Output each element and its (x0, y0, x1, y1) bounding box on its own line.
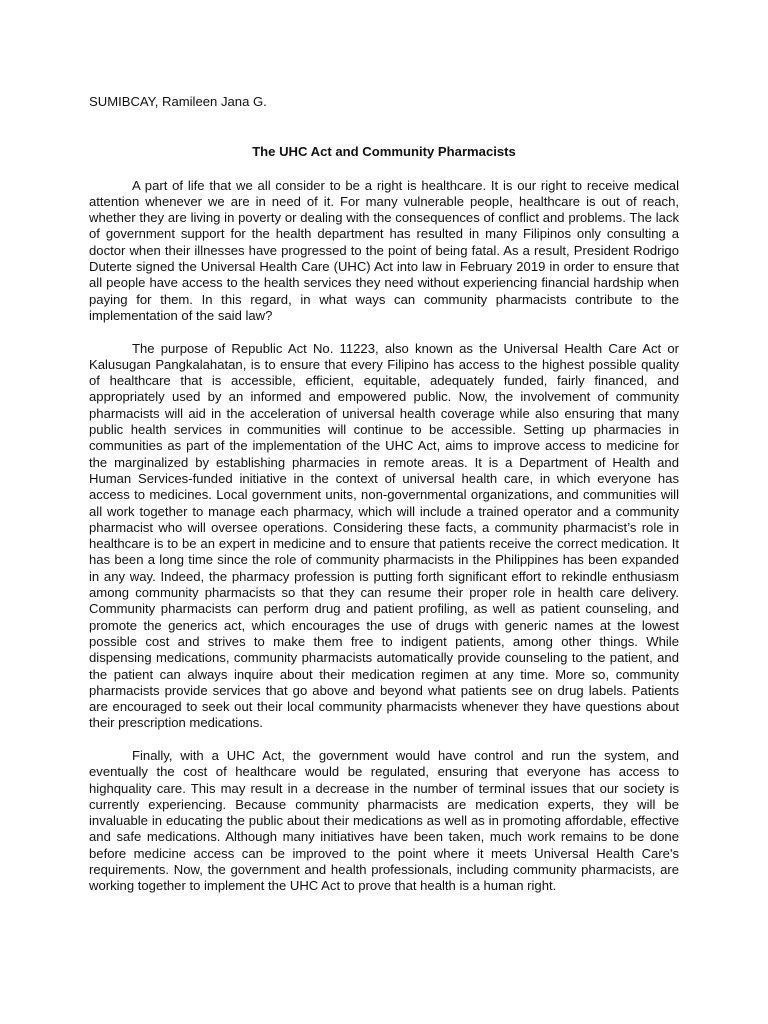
paragraph-3: Finally, with a UHC Act, the government would have control and run the system, and eventually the cost of healthcare would be regulated, ensuring that everyone has access to highquality care. This may result in a decrease in the number of terminal issues that our society is currently experiencing. Because community pharmacists are medication experts, they will be invaluable in educating the public about their medications as well as in promoting affordable, effective and safe medications. Although many initiatives have been taken, much work remains to be done before medicine access can be improved to the point where it meets Universal Health Care's requirements. Now, the government and health professionals, including community pharmacists, are working together to implement the UHC Act to prove that health is a human right. (89, 747, 679, 894)
author-name: SUMIBCAY, Ramileen Jana G. (89, 94, 267, 109)
paragraph-1: A part of life that we all consider to be a right is healthcare. It is our right to receive medical attention whenever we are in need of it. For many vulnerable people, healthcare is out of reach, whether they are living in poverty or dealing with the consequences of conflict and problems. The lack of government support for the health department has resulted in many Filipinos only consulting a doctor when their illnesses have progressed to the point of being fatal. As a result, President Rodrigo Duterte signed the Universal Health Care (UHC) Act into law in February 2019 in order to ensure that all people have access to the health services they need without experiencing financial hardship when paying for them. In this regard, in what ways can community pharmacists contribute to the implementation of the said law? (89, 177, 679, 323)
document-title: The UHC Act and Community Pharmacists (252, 144, 516, 160)
paragraph-2: The purpose of Republic Act No. 11223, also known as the Universal Health Care Act or Kalusugan Pangkalahatan, is to ensure that every Filipino has access to the highest possible quality of healthcare that is accessible, efficient, equitable, adequately funded, fairly financed, and appropriately used by an informed and empowered public. Now, the involvement of community pharmacists will aid in the acceleration of universal health coverage while also ensuring that many public health services in communities will continue to be accessible. Setting up pharmacies in communities as part of the implementation of the UHC Act, aims to improve access to medicine for the marginalized by establishing pharmacies in remote areas. It is a Department of Health and Human Services-funded initiative in the context of universal health care, in which everyone has access to medicines. Local government units, non-governmental organizations, and communities will all work together to manage each pharmacy, which will include a trained operator and a community pharmacist who will oversee operations. Considering these facts, a community pharmacist’s role in healthcare is to be an expert in medicine and to ensure that patients receive the correct medication. It has been a long time since the role of community pharmacists in the Philippines has been expanded in any way. Indeed, the pharmacy profession is putting forth significant effort to rekindle enthusiasm among community pharmacists so that they can resume their proper role in health care delivery. Community pharmacists can perform drug and patient profiling, as well as patient counseling, and promote the generics act, which encourages the use of drugs with generic names at the lowest possible cost and strives to make them free to indigent patients, among other things. While dispensing medications, community pharmacists automatically provide counseling to the patient, and the patient can always inquire about their medication regimen at any time. More so, community pharmacists provide services that go above and beyond what patients see on drug labels. Patients are encouraged to seek out their local community pharmacists whenever they have questions about their prescription medications. (89, 340, 679, 731)
